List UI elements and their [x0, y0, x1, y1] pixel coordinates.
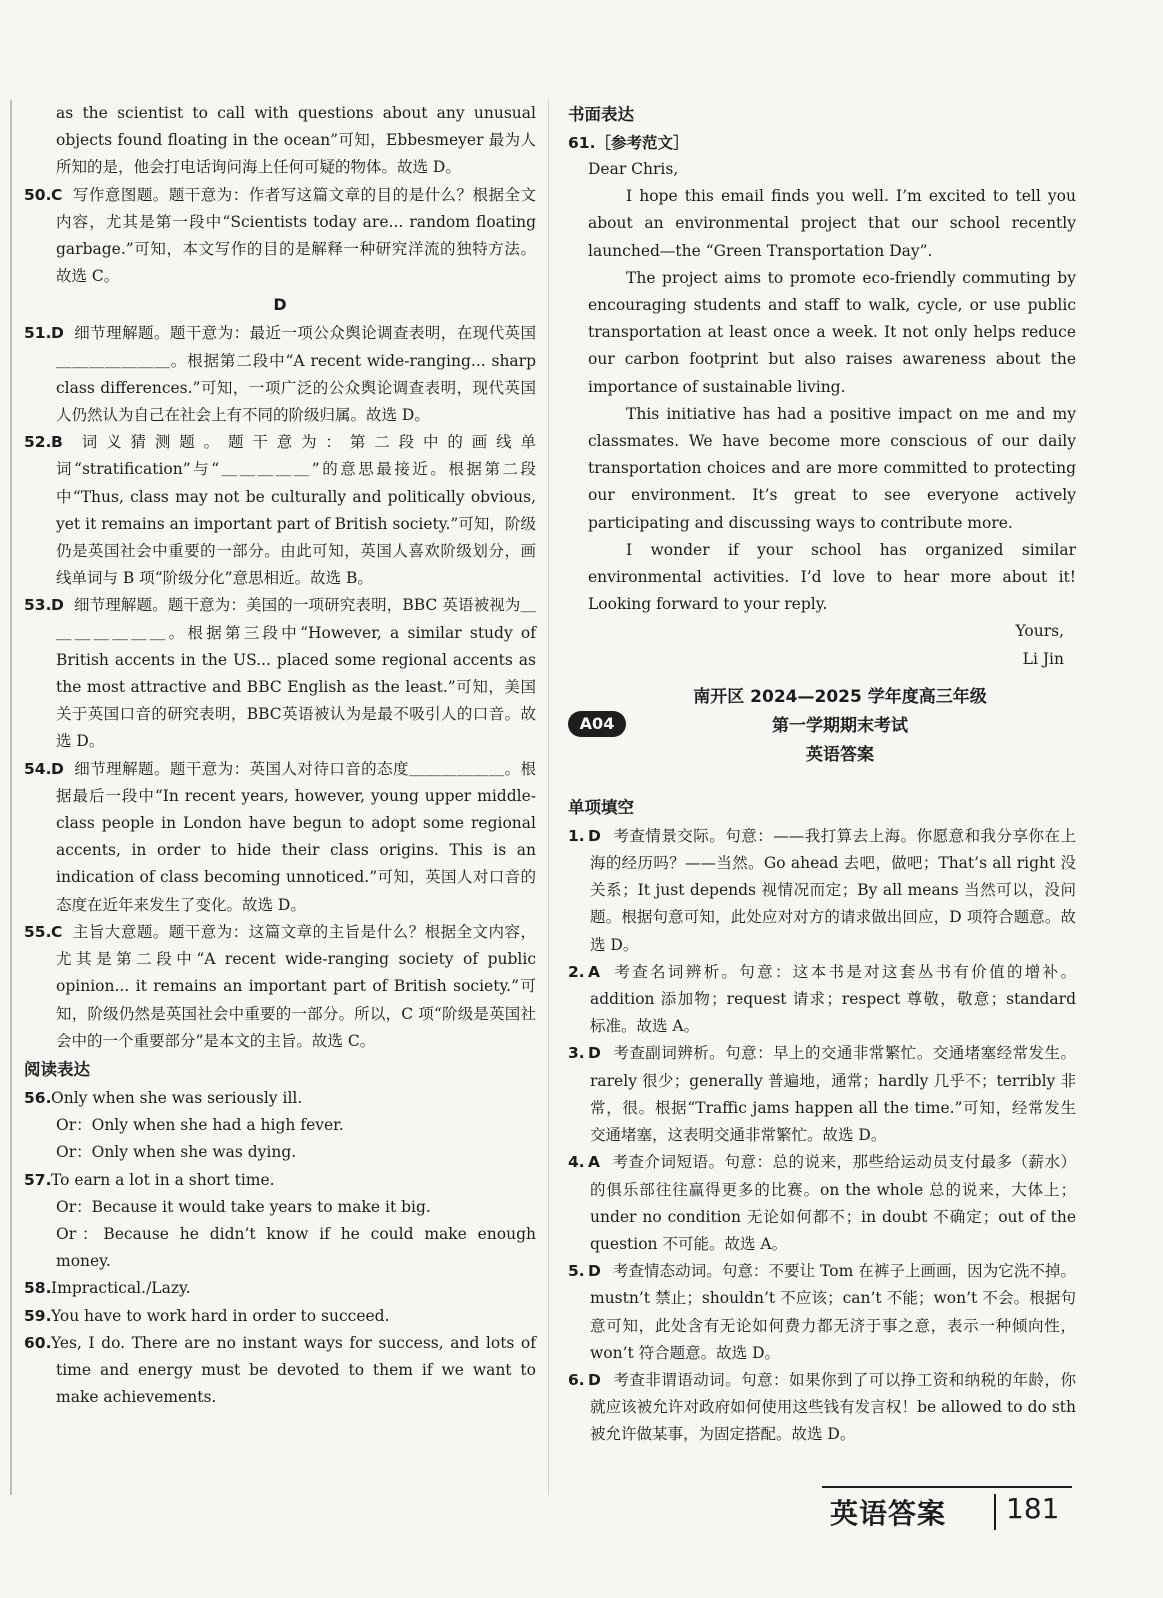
footer-title: 英语答案: [830, 1497, 947, 1530]
exam-header: [568, 683, 1076, 793]
answer-item-1: 1. D 考查情景交际。句意：——我打算去上海。你愿意和我分享你在上海的经历吗？——当然。Go ahead 去吧，做吧；That’s all right 没关系；It just depends 视情况而定；By all means 当然可以，没问题。根据句意可知，此处应对对方的请求做出回应，D 项符合题意。故选 D。: [568, 826, 1076, 954]
page-footer: [822, 1486, 1072, 1536]
answer-item-54: 54.D 细节理解题。题干意为：英国人对待口音的态度＿＿＿＿＿＿。根据最后一段中“In recent years, however, young upper middle-class people in London have begun to adopt some regional accents, in order to hide their class origins. This is an indication of class becoming unnoticed.”可知，英国人对口音的态度在近年来发生了变化。故选 D。: [24, 759, 536, 914]
footer-rule: [822, 1486, 1072, 1488]
exam-title-line2: 第一学期期末考试: [772, 715, 908, 736]
passage-heading-d: D: [273, 295, 287, 315]
exam-title-line1: 南开区 2024—2025 学年度高三年级: [693, 686, 987, 707]
answer-item-59: 59.You have to work hard in order to succeed.: [24, 1306, 390, 1325]
model-essay: [568, 156, 1076, 673]
essay-paragraph: This initiative has had a positive impact on me and my classmates. We have become more conscious of our daily transportation choices and are more committed to protecting our environment. It’s great to see everyone actively participating and discussing ways to contribute more.: [588, 404, 1076, 532]
answer-item-50: 50.C 写作意图题。题干意为：作者写这篇文章的目的是什么？根据全文内容，尤其是第一段中“Scientists today are... random floating garbage.”可知，本文写作的目的是解释一种研究洋流的独特方法。故选 C。: [24, 185, 536, 286]
essay-paragraph: The project aims to promote eco-friendly commuting by encouraging students and staff to walk, cycle, or use public transportation at least once a week. It not only helps reduce our carbon footprint but also raises awareness about the importance of sustainable living.: [588, 268, 1076, 396]
model-essay-label: 61.［参考范文］: [568, 134, 689, 152]
answer-item-60: 60.Yes, I do. There are no instant ways for success, and lots of time and energy must be devoted to them if we want to make achievements.: [24, 1333, 536, 1407]
continued-explanation: as the scientist to call with questions about any unusual objects found floating in the ocean”可知，Ebbesmeyer 最为人所知的是，他会打电话询问海上任何可疑的物体。故选 D。: [56, 104, 536, 177]
alt-answer: Or：Because he didn’t know if he could make enough money.: [56, 1224, 536, 1271]
answer-item-55: 55.C 主旨大意题。题干意为：这篇文章的主旨是什么？根据全文内容，尤其是第二段中“A recent wide-ranging society of public opinion... it remains an important part of British society.”可知，阶级仍然是英国社会中重要的一部分。所以，C 项“阶级是英国社会中的一个重要部分”是本文的主旨。故选 C。: [24, 922, 536, 1050]
essay-closing: Yours,: [1015, 622, 1064, 641]
answer-item-56: 56.Only when she was seriously ill.: [24, 1088, 303, 1107]
answer-item-6: 6. D 考查非谓语动词。句意：如果你到了可以挣工资和纳税的年龄，你就应该被允许对政府如何使用这些钱有发言权！be allowed to do sth 被允许做某事，为固定搭配。故选 D。: [568, 1370, 1076, 1444]
answer-item-2: 2. A 考查名词辨析。句意：这本书是对这套丛书有价值的增补。addition 添加物；request 请求；respect 尊敬，敬意；standard 标准。故选 A。: [568, 962, 1076, 1036]
alt-answer: Or：Only when she was dying.: [56, 1143, 297, 1162]
essay-greeting: Dear Chris,: [588, 160, 679, 178]
essay-paragraph: I hope this email finds you well. I’m excited to tell you about an environmental project that our school recently launched—the “Green Transportation Day”.: [588, 187, 1076, 260]
left-column: [24, 100, 536, 1411]
essay-paragraph: I wonder if your school has organized similar environmental activities. I’d love to hear more about it! Looking forward to your reply.: [588, 540, 1076, 614]
answer-item-52: 52.B 词义猜测题。题干意为：第二段中的画线单词“stratification”与“＿＿＿＿＿”的意思最接近。根据第二段中“Thus, class may not be culturally and politically obvious, yet it remains an important part of British society.”可知，阶级仍是英国社会中重要的一部分。由此可知，英国人喜欢阶级划分，画线单词与 B 项“阶级分化”意思相近。故选 B。: [24, 433, 536, 588]
alt-answer: Or：Only when she had a high fever.: [56, 1116, 344, 1135]
answer-item-4: 4. A 考查介词短语。句意：总的说来，那些给运动员支付最多（薪水）的俱乐部往往赢得更多的比赛。on the whole 总的说来，大体上；under no condition 无论如何都不；in doubt 不确定；out of the question 不可能。故选 A。: [568, 1153, 1076, 1253]
answer-item-5: 5. D 考查情态动词。句意：不要让 Tom 在裤子上画画，因为它洗不掉。mustn’t 禁止；shouldn’t 不应该；can’t 不能；won’t 不会。根据句意可知，此处含有无论如何费力都无济于事之意，表示一种倾向性，won’t 符合题意。故选 D。: [568, 1262, 1076, 1362]
exam-badge: A04: [568, 711, 626, 737]
section-title-writing: 书面表达: [568, 105, 634, 124]
left-margin-rule: [10, 100, 12, 1495]
section-title-reading: 阅读表达: [24, 1059, 90, 1079]
essay-signature: Li Jin: [1022, 649, 1064, 668]
section-title-single-choice: 单项填空: [568, 797, 634, 817]
alt-answer: Or：Because it would take years to make it big.: [56, 1197, 431, 1216]
answer-item-51: 51.D 细节理解题。题干意为：最近一项公众舆论调查表明，在现代英国＿＿＿＿＿＿＿。根据第二段中“A recent wide-ranging... sharp class differences.”可知，一项广泛的公众舆论调查表明，现代英国人仍然认为自己在社会上有不同的阶级归属。故选 D。: [24, 324, 536, 425]
footer-separator: [994, 1494, 996, 1530]
answer-item-58: 58.Impractical./Lazy.: [24, 1279, 191, 1298]
answer-item-57: 57.To earn a lot in a short time.: [24, 1170, 275, 1189]
page-number: 181: [1006, 1492, 1060, 1525]
right-column: [568, 100, 1076, 1449]
answer-item-53: 53.D 细节理解题。题干意为：美国的一项研究表明，BBC 英语被视为＿＿＿＿＿＿＿。根据第三段中“However, a similar study of British accents in the US... placed some regional accents as the most attractive and BBC English as the least.”可知，美国关于英国口音的研究表明，BBC英语被认为是最不吸引人的口音。故选 D。: [24, 596, 536, 751]
exam-title-line3: 英语答案: [806, 744, 874, 765]
column-divider: [548, 100, 549, 1495]
answer-item-3: 3. D 考查副词辨析。句意：早上的交通非常繁忙。交通堵塞经常发生。rarely 很少；generally 普遍地，通常；hardly 几乎不；terribly 非常，很。根据“Traffic jams happen all the time.”可知，经常发生交通堵塞，这表明交通非常繁忙。故选 D。: [568, 1044, 1076, 1145]
